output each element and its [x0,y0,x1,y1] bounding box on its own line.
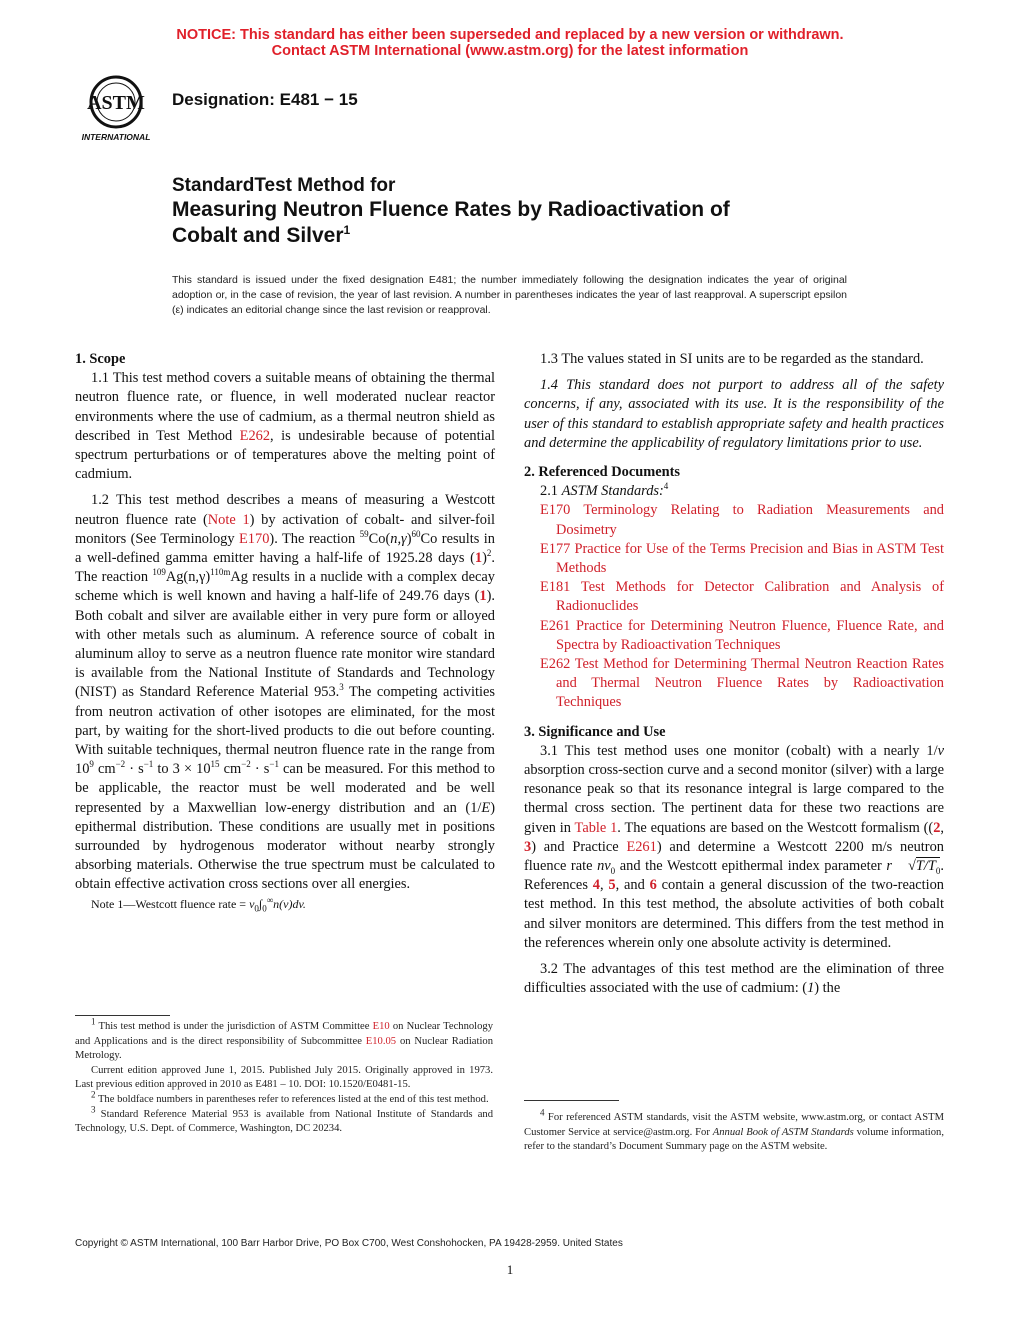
t: Standard Reference Material 953 is available from National Institute of Standards and Technology, U.S. Dept. of Commerce, Washington, DC 20234. [75,1108,493,1135]
t: ASTM Standards: [561,483,664,500]
notice-banner [0,27,1020,59]
t: . The reaction [75,550,495,586]
link-table-1[interactable]: Table 1 [574,819,618,836]
t: Co results in a well-defined gamma emitter having a half-life of 1925.28 days ( [75,530,496,567]
t: · s [250,761,270,778]
t: T/T [915,858,936,875]
t: The boldface numbers in parentheses refer to references listed at the end of this test method. [95,1093,489,1105]
title-line-3-text: Cobalt and Silver [172,224,344,247]
sup: −1 [269,759,279,770]
t: Practice for Determining Neutron Fluence, Fluence Rate, and Spectra by Radioactivation Techniques [556,617,944,653]
title-line-3 [172,223,872,249]
sup: −2 [241,759,251,770]
section-1-heading: 1. Scope [75,351,126,367]
t: to 3 × 10 [153,761,211,778]
footnote-4 [524,1107,944,1155]
left-column [75,350,495,914]
right-column [524,350,944,999]
para-1-1-text: 1.1 This test method covers a suitable means of obtaining the thermal neutron fluence rate, or fluence, in well moderated nuclear reactor environments where the use of cadmium, as a thermal neutron shield as described in Test Method [75,370,495,444]
sub: 0 [610,865,616,876]
para-1-1-text-end: , is undesirable because of potential spectrum perturbations or of temperatures above the melting point of cadmium. [75,427,496,483]
title-line-1: StandardTest Method for [172,175,396,196]
link-ref-1[interactable]: 1 [474,550,483,567]
sub: 0 [254,903,259,914]
section-2-heading: 2. Referenced Documents [524,464,680,481]
t: 1.2 This test method describes a means of measuring a Westcott neutron fluence rate ( [75,492,495,528]
sup: −2 [115,759,126,770]
link-e262[interactable]: E262 [239,427,271,444]
sup: 60 [411,529,421,540]
para-1-3: 1.3 The values stated in SI units are to be regarded as the standard. [540,351,924,367]
link-ref-3[interactable]: 3 [524,838,532,855]
t: Co( [368,530,391,547]
t: Test Methods for Detector Calibration and Analysis of Radionuclides [556,579,944,615]
link-e10[interactable]: E10 [372,1021,390,1032]
sub: 0 [935,865,941,876]
logo-word: ASTM [87,92,145,114]
link-ref-5[interactable]: 5 [608,877,616,894]
link-ref-4[interactable]: 4 [592,877,600,894]
t: ) the [814,980,841,997]
referenced-list [524,501,944,712]
document-title [172,175,872,249]
t: ). Both cobalt and silver are available either in very pure form or alloyed with other metals such as aluminum. A reference source of cobalt in aluminum alloy to serve as a neutron fluence rate monitor wire standard is available from the National Institute of Standards and Technology (NIST) as Standard Reference Material 953. [75,588,495,701]
link-e1005[interactable]: E10.05 [365,1035,397,1047]
integral-sign: ∫ [258,896,263,911]
t: n,γ [390,530,407,547]
link-ref-2[interactable]: 2 [933,819,941,836]
logo-subtext: INTERNATIONAL [81,132,151,142]
ref-item-e261[interactable] [540,617,944,655]
t: and the Westcott epithermal index parameter [615,858,887,875]
footnote-1-approval: Current edition approved June 1, 2015. Published July 2015. Originally approved in 1973. Last previous edition approved in 2010 as E481 – 10. DOI: 10.1520/E0481-15. [75,1064,493,1091]
t: E262 [540,656,571,673]
footnote-4-text [524,1107,944,1155]
t: ) [406,530,412,547]
sqrt-expression: $√T/T_0$ [907,858,941,876]
link-note-1[interactable]: Note 1 [207,511,250,528]
t: volume information, refer to the standard’s Document Summary page on the ASTM website. [524,1126,944,1153]
t: cm [219,761,242,778]
sup: ∞ [266,894,274,905]
footnote-mark: 3 [91,1104,96,1115]
footnote-2 [75,1089,493,1108]
t: can be measured. For this method to be applicable, the reactor must be well moderated and be well represented by a Maxwellian low-energy distribution and an (1/ [75,761,495,816]
sub: 0 [262,903,267,914]
t: E261 [540,617,571,634]
t: ). The reaction [269,530,360,547]
footnote-mark: 1 [91,1016,96,1027]
footnote-mark: 4 [540,1107,545,1118]
ref-item-e262[interactable] [540,655,944,713]
t: 2.1 [540,483,562,500]
notice-line-2: Contact ASTM International (www.astm.org) for the latest information [271,43,749,59]
t: nv [597,858,611,875]
footnote-mark: 3 [339,682,344,693]
footnote-mark: 2 [91,1089,96,1100]
ref-item-e177[interactable] [540,540,944,578]
note-1-label: Note 1—Westcott fluence rate = [91,896,250,911]
t: Terminology Relating to Radiation Measurements and Dosimetry [556,502,944,538]
t: 1 [807,980,815,997]
t: ) and determine a Westcott 2200 m/s neutron fluence rate [524,838,944,875]
para-3-2 [524,960,944,998]
sup: 110m [210,567,231,578]
page-number: 1 [506,1262,514,1277]
ref-item-e170[interactable] [540,501,944,539]
sup: 15 [210,759,220,770]
t: E170 [540,502,571,519]
footnote-mark: 4 [663,481,669,492]
sup: 59 [359,529,369,540]
para-1-4-text: 1.4 This standard does not purport to address all of the safety concerns, if any, associated with its use. It is the responsibility of the user of this standard to establish appropriate safety and health practices and determine the applicability of regulatory limitations prior to use. [524,377,944,451]
title-footnote-mark: 1 [343,223,351,237]
t: . References [524,858,944,894]
t: Annual Book of ASTM Standards [712,1126,854,1138]
t: , [940,819,945,836]
copyright: Copyright © ASTM International, 100 Barr Harbor Drive, PO Box C700, West Conshohocken, PA 19428-2959. United States [75,1238,623,1249]
link-e261[interactable]: E261 [626,838,657,855]
notice-line-1: NOTICE: This standard has either been superseded and replaced by a new version or withdrawn. [176,27,844,43]
para-2-1 [524,482,944,501]
para-1-1 [75,369,495,484]
para-3-1: 3.1 This test method uses one monitor (cobalt) with a nearly 1/v absorption cross-section curve and a second monitor (silver) with a large resonance peak so that its resonance integral is large compared to the thermal cross section. The pertinent data for these two reactions are given in Table 1. The equations are based on the Westcott formalism ((2, 3) and Practice E261) and determine a Westcott 2200 m/s neutron fluence rate $nv_0$ and the Westcott epithermal index parameter r $√T/T_0$. References 4, 5, and 6 contain a general discussion of the two-reaction test method. In this test method, the absolute activities of both cobalt and silver monitors are determined. This differs from the test method in the references wherein only one absolute activity is determined. [524,742,945,951]
para-1-4 [524,376,944,453]
t: Practice for Use of the Terms Precision and Bias in ASTM Test Methods [556,540,944,577]
t: 3.1 This test method uses one monitor (cobalt) with a nearly 1/ [540,742,938,759]
t: absorption cross-section curve and a second monitor (silver) with a large resonance peak so that its resonance integral is large compared to the thermal cross section. The pertinent data for these two reactions are given in [524,762,944,836]
t: v [937,742,944,759]
t: Ag(n,γ) [165,569,211,586]
sup: 9 [89,759,94,770]
sup: −1 [143,759,154,770]
t: E177 [540,540,571,557]
astm-logo [70,72,162,144]
link-ref-1b[interactable]: 1 [479,588,487,605]
link-e170[interactable]: E170 [239,530,270,547]
t: ) by activation of cobalt- and silver-foil monitors (See Terminology [75,511,495,547]
t: · s [125,761,144,778]
t: The competing activities from neutron activation of other isotopes are eliminated, for the most part, by waiting for the short-lived products to die out before counting. With suitable techniques, thermal neutron fluence rate in the range from 10 [75,684,495,778]
ref-item-e181[interactable] [540,578,944,616]
t: E [481,799,491,816]
title-line-2: Measuring Neutron Fluence Rates by Radioactivation of [172,198,730,221]
t: cm [93,761,116,778]
section-3-heading: 3. Significance and Use [524,723,666,740]
para-1-2 [75,491,495,894]
designation: Designation: E481 − 15 [172,90,358,109]
issuance-statement: This standard is issued under the fixed designation E481; the number immediately following the designation indicates the year of original adoption or, in the case of revision, the year of last revision. A number in parentheses indicates the year of last reapproval. A superscript epsilon (ε) indicates an editorial change since the last revision or reapproval. [172,274,847,316]
footnote-mark: 2 [486,548,492,559]
footnote-rule-left [75,1015,170,1016]
sup: 109 [152,567,166,578]
link-ref-6[interactable]: 6 [649,877,657,894]
t: ) [482,550,487,567]
t: Test Method for Determining Thermal Neutron Reaction Rates and Thermal Neutron Fluence Rates by Radioactivation Techniques [556,656,944,711]
t: . The equations are based on the Westcott formalism (( [617,819,934,836]
t: n(v)dv. [273,896,306,911]
t: on Nuclear Technology and Applications and is the direct responsibility of Subcommittee [75,1021,493,1047]
footnote-3 [75,1104,493,1137]
note-1 [75,895,495,914]
t: 3.2 The advantages of this test method are the elimination of three difficulties associated with the use of cadmium: ( [524,961,944,997]
footnote-1 [75,1016,493,1064]
t: on Nuclear Radiation Metrology. [75,1035,493,1062]
t: , and [615,877,650,894]
t: E181 [540,579,571,596]
t: For referenced ASTM standards, visit the ASTM website, www.astm.org, or contact ASTM Customer Service at service@astm.org. For [524,1112,944,1138]
t: ) and Practice [531,838,627,855]
t: Ag results in a nuclide with a complex decay scheme which is well known and having a half-life of 249.76 days ( [75,569,495,605]
t: contain a general discussion of the two-reaction test method. In this test method, the absolute activities of both cobalt and silver monitors are determined. This differs from the test method in the references wherein only one absolute activity is determined. [524,877,944,951]
footnotes-left [75,1016,493,1137]
t: r [886,858,892,875]
footnote-rule-right [524,1100,619,1101]
t: This test method is under the jurisdiction of ASTM Committee [95,1021,373,1032]
t: v [249,896,255,911]
t: ) epithermal distribution. These conditions are usually met in positions surrounded by hydrogenous moderator without nearby strongly absorbing materials. Otherwise the true spectrum must be calculated to obtain effective activation cross sections over all energies. [75,799,495,893]
